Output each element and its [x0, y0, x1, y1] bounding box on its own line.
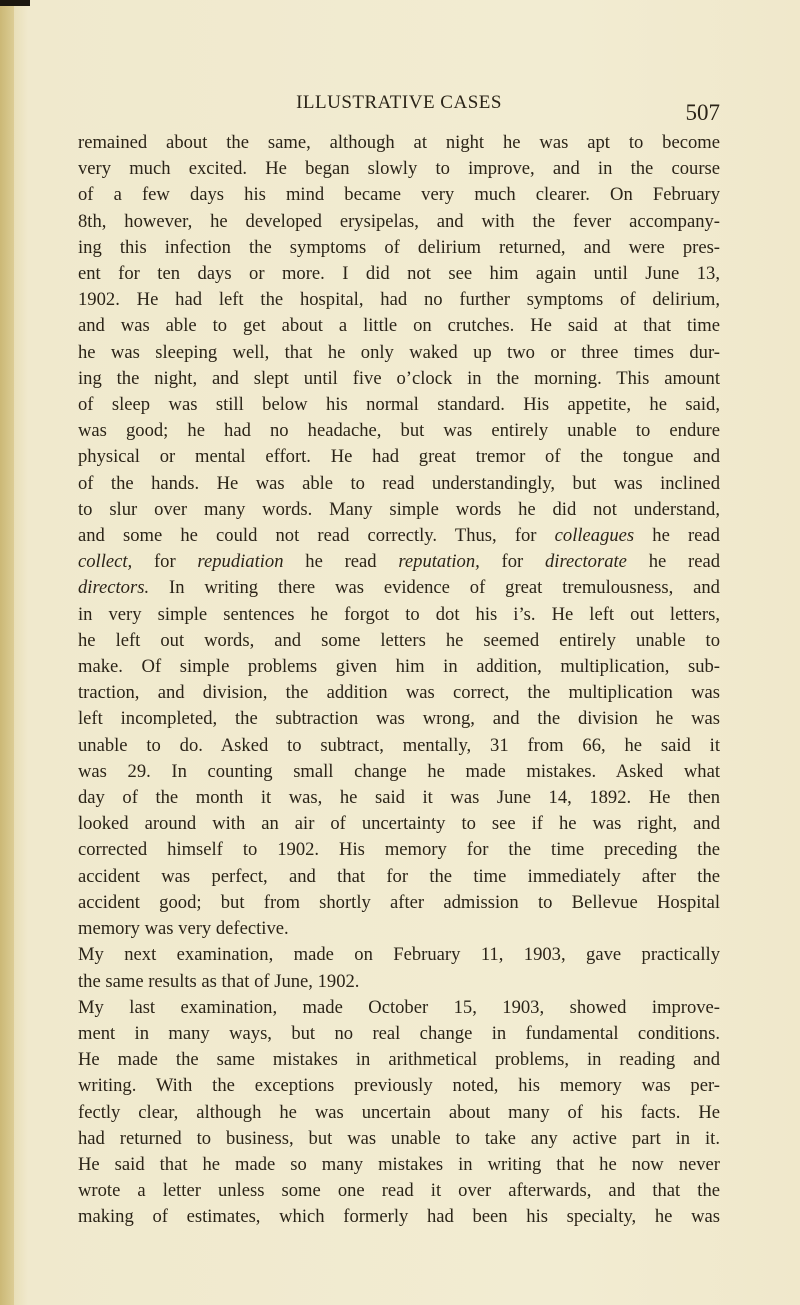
text-line: writing. With the exceptions previously noted, his memory was per-	[78, 1075, 720, 1097]
text-line: make. Of simple problems given him in addition, multiplication, sub-	[78, 656, 720, 678]
text-run: he read	[652, 525, 720, 547]
italic-word: directors.	[78, 577, 150, 599]
text-line: left incompleted, the subtraction was wrong, and the division he was	[78, 708, 720, 730]
page-number: 507	[685, 100, 720, 125]
text-line: unable to do. Asked to subtract, mentally, 31 from 66, he said it	[78, 734, 720, 756]
text-line: accident was perfect, and that for the time immediately after the	[78, 865, 720, 887]
text-line: the same results as that of June, 1902.	[78, 970, 360, 992]
text-line: had returned to business, but was unable to take any active part in it.	[78, 1127, 720, 1149]
text-line: day of the month it was, he said it was June 14, 1892. He then	[78, 787, 720, 809]
text-run: for	[501, 551, 524, 573]
text-run: for	[153, 551, 176, 573]
text-line: looked around with an air of uncertainty to see if he was right, and	[78, 813, 720, 835]
text-run: he read	[648, 551, 721, 573]
italic-word: directorate	[545, 551, 627, 573]
italic-word: reputation,	[398, 551, 480, 573]
text-line: physical or mental effort. He had great tremor of the tongue and	[78, 446, 720, 468]
text-line: he was sleeping well, that he only waked up two or three times dur-	[78, 341, 720, 363]
text-line: of sleep was still below his normal standard. His appetite, he said,	[78, 394, 720, 416]
text-line: was good; he had no headache, but was entirely unable to endure	[78, 420, 720, 442]
text-line: fectly clear, although he was uncertain about many of his facts. He	[78, 1101, 720, 1123]
text-run: he read	[305, 551, 377, 573]
text-line: and was able to get about a little on crutches. He said at that time	[78, 315, 720, 337]
text-line: making of estimates, which formerly had been his specialty, he was	[78, 1206, 720, 1228]
text-line: 1902. He had left the hospital, had no further symptoms of delirium,	[78, 289, 720, 311]
text-line: My next examination, made on February 11, 1903, gave practically	[78, 944, 720, 966]
page-gutter	[0, 0, 14, 1305]
text-line: ing the night, and slept until five o’clock in the morning. This amount	[78, 367, 720, 389]
text-line: wrote a letter unless some one read it over afterwards, and that the	[78, 1180, 720, 1202]
page-header	[78, 92, 720, 126]
running-head: ILLUSTRATIVE CASES	[296, 92, 502, 113]
text-line: ing this infection the symptoms of delirium returned, and were pres-	[78, 236, 720, 258]
text-line: He made the same mistakes in arithmetical problems, in reading and	[78, 1049, 720, 1071]
text-line: to slur over many words. Many simple words he did not understand,	[78, 498, 720, 520]
text-line: My last examination, made October 15, 1903, showed improve-	[78, 996, 720, 1018]
text-line: very much excited. He began slowly to improve, and in the course	[78, 158, 720, 180]
text-line: He said that he made so many mistakes in writing that he now never	[78, 1153, 720, 1175]
text-line-mixed	[78, 575, 720, 601]
text-line-mixed	[78, 549, 720, 575]
italic-word: colleagues	[554, 525, 635, 547]
body-text	[78, 130, 720, 1231]
text-line: remained about the same, although at night he was apt to become	[78, 132, 720, 153]
text-line: of the hands. He was able to read understandingly, but was inclined	[78, 472, 720, 494]
text-run: In writing there was evidence of great tremulousness, and	[169, 577, 720, 599]
italic-word: collect,	[78, 551, 133, 573]
italic-word: repudiation	[197, 551, 284, 573]
text-line: traction, and division, the addition was correct, the multiplication was	[78, 682, 720, 704]
text-line: in very simple sentences he forgot to dot his i’s. He left out letters,	[78, 603, 720, 625]
text-run: and some he could not read correctly. Thus, for	[78, 525, 537, 547]
text-line: ment in many ways, but no real change in fundamental conditions.	[78, 1022, 720, 1044]
text-line: 8th, however, he developed erysipelas, and with the fever accompany-	[78, 210, 720, 232]
text-line: he left out words, and some letters he seemed entirely unable to	[78, 629, 720, 651]
text-line-mixed	[78, 523, 720, 549]
text-line: was 29. In counting small change he made mistakes. Asked what	[78, 760, 720, 782]
text-line: accident good; but from shortly after admission to Bellevue Hospital	[78, 891, 720, 913]
gutter-mark	[0, 0, 30, 6]
text-line: of a few days his mind became very much clearer. On February	[78, 184, 720, 206]
text-line: memory was very defective.	[78, 918, 289, 940]
text-line: corrected himself to 1902. His memory for the time preceding the	[78, 839, 720, 861]
text-line: ent for ten days or more. I did not see him again until June 13,	[78, 263, 720, 285]
